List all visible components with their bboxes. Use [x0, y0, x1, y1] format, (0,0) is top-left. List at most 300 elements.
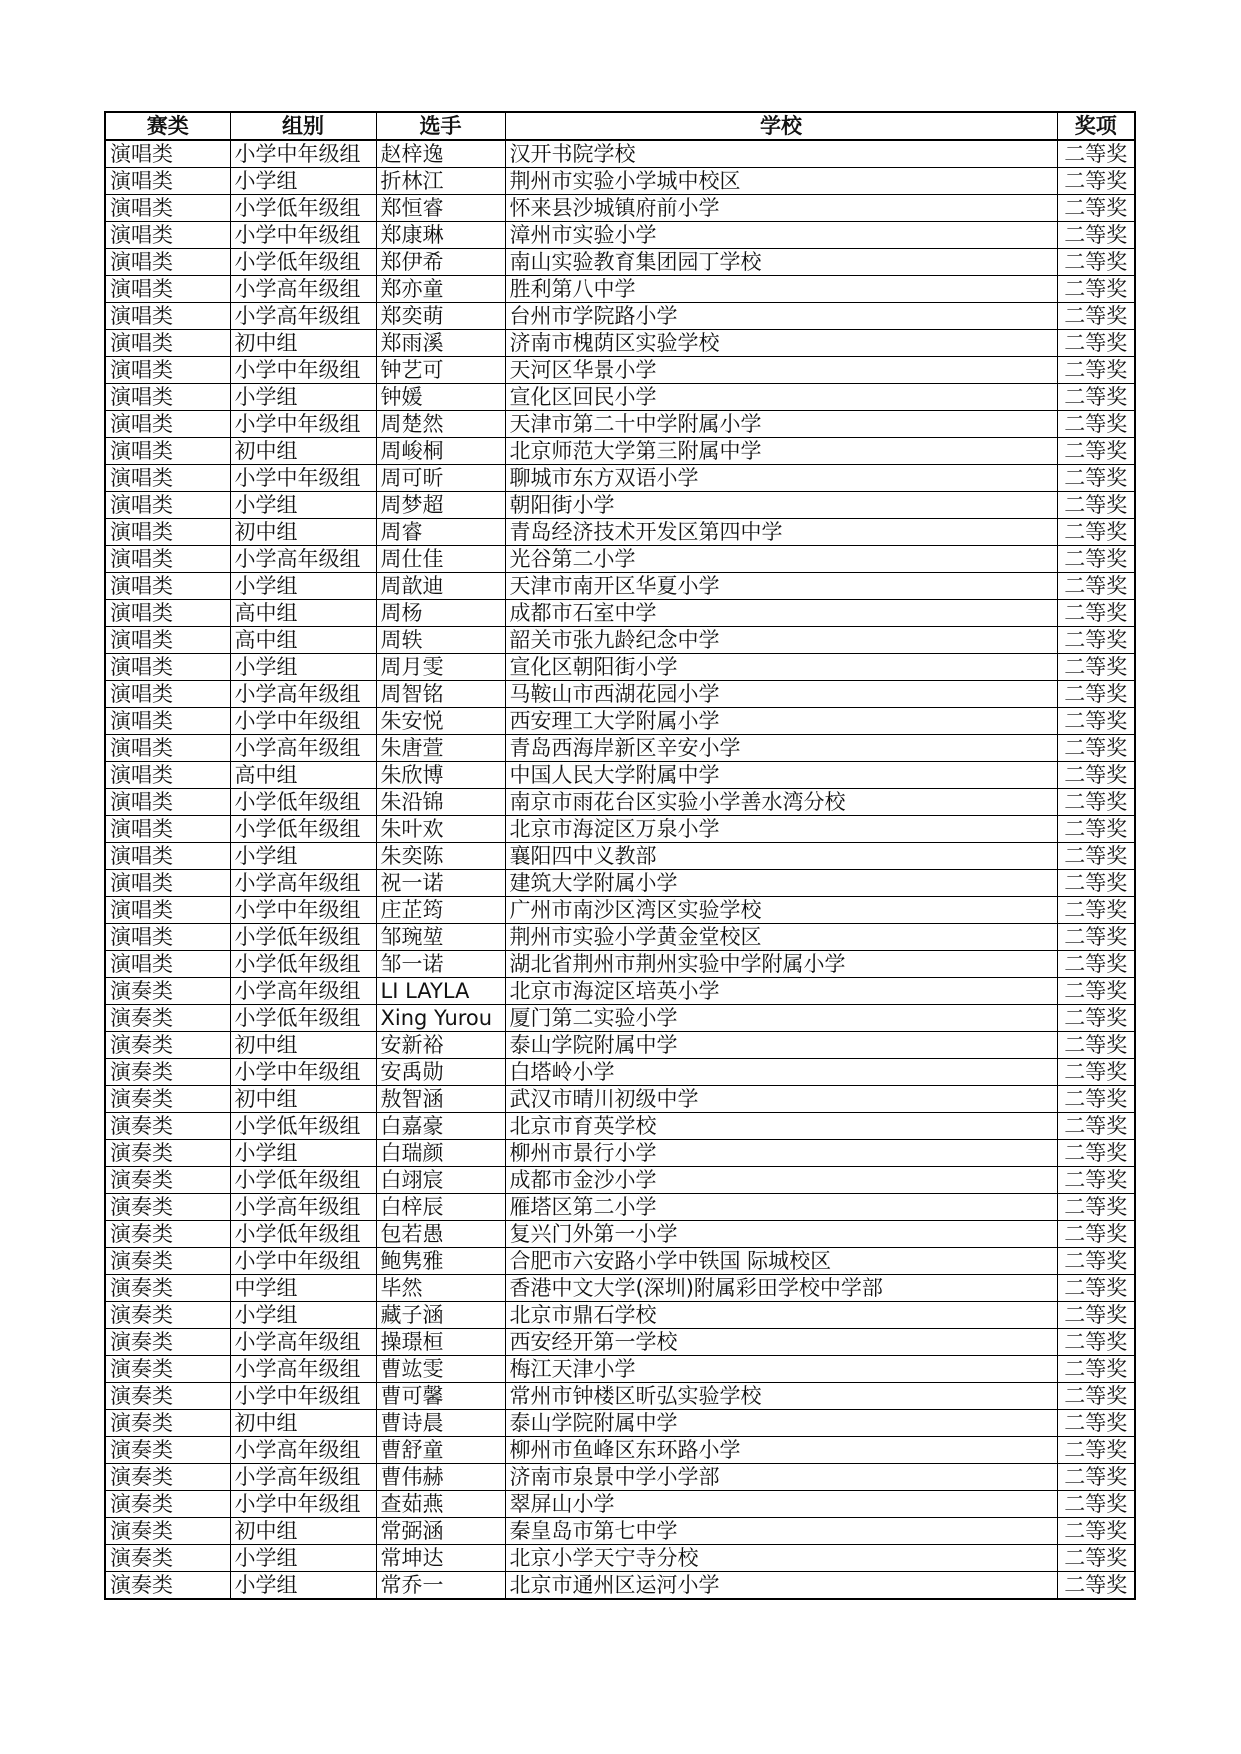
- cell-school: 天津市南开区华夏小学: [505, 573, 1057, 600]
- cell-school: 荆州市实验小学城中校区: [505, 168, 1057, 195]
- cell-group: 小学中年级组: [230, 1059, 376, 1086]
- cell-category: 演唱类: [105, 519, 230, 546]
- cell-award: 二等奖: [1057, 1329, 1135, 1356]
- table-row: [105, 1113, 1135, 1140]
- cell-category: 演唱类: [105, 627, 230, 654]
- cell-category: 演唱类: [105, 411, 230, 438]
- header-award: 奖项: [1057, 112, 1135, 140]
- table-row: [105, 1248, 1135, 1275]
- cell-category: 演唱类: [105, 303, 230, 330]
- awards-table: [104, 111, 1136, 1600]
- cell-group: 小学组: [230, 1302, 376, 1329]
- cell-contestant: 敖智涵: [376, 1086, 505, 1113]
- cell-school: 北京市鼎石学校: [505, 1302, 1057, 1329]
- cell-award: 二等奖: [1057, 681, 1135, 708]
- cell-contestant: 白瑞颜: [376, 1140, 505, 1167]
- cell-contestant: 朱奕陈: [376, 843, 505, 870]
- cell-category: 演奏类: [105, 1221, 230, 1248]
- cell-category: 演唱类: [105, 249, 230, 276]
- cell-group: 初中组: [230, 1032, 376, 1059]
- cell-category: 演奏类: [105, 1437, 230, 1464]
- table-row: [105, 438, 1135, 465]
- cell-contestant: 郑奕萌: [376, 303, 505, 330]
- cell-category: 演奏类: [105, 1491, 230, 1518]
- cell-group: 小学高年级组: [230, 870, 376, 897]
- cell-category: 演奏类: [105, 1545, 230, 1572]
- cell-award: 二等奖: [1057, 789, 1135, 816]
- header-contestant: 选手: [376, 112, 505, 140]
- table-row: [105, 708, 1135, 735]
- cell-award: 二等奖: [1057, 222, 1135, 249]
- table-row: [105, 195, 1135, 222]
- cell-award: 二等奖: [1057, 1248, 1135, 1275]
- cell-contestant: 藏子涵: [376, 1302, 505, 1329]
- cell-group: 小学组: [230, 654, 376, 681]
- cell-award: 二等奖: [1057, 654, 1135, 681]
- cell-award: 二等奖: [1057, 1545, 1135, 1572]
- cell-school: 汉开书院学校: [505, 140, 1057, 168]
- cell-contestant: 查茹燕: [376, 1491, 505, 1518]
- table-row: [105, 1518, 1135, 1545]
- header-category: 赛类: [105, 112, 230, 140]
- cell-group: 小学低年级组: [230, 1113, 376, 1140]
- cell-school: 广州市南沙区湾区实验学校: [505, 897, 1057, 924]
- table-row: [105, 1464, 1135, 1491]
- cell-contestant: 白翊宸: [376, 1167, 505, 1194]
- cell-award: 二等奖: [1057, 195, 1135, 222]
- cell-school: 光谷第二小学: [505, 546, 1057, 573]
- cell-category: 演奏类: [105, 1113, 230, 1140]
- table-row: [105, 1005, 1135, 1032]
- cell-contestant: 周月雯: [376, 654, 505, 681]
- cell-group: 小学中年级组: [230, 222, 376, 249]
- cell-award: 二等奖: [1057, 465, 1135, 492]
- table-row: [105, 897, 1135, 924]
- cell-contestant: 钟艺可: [376, 357, 505, 384]
- cell-category: 演唱类: [105, 762, 230, 789]
- cell-school: 济南市槐荫区实验学校: [505, 330, 1057, 357]
- cell-school: 香港中文大学(深圳)附属彩田学校中学部: [505, 1275, 1057, 1302]
- table-row: [105, 1329, 1135, 1356]
- cell-category: 演唱类: [105, 222, 230, 249]
- cell-award: 二等奖: [1057, 924, 1135, 951]
- table-row: [105, 843, 1135, 870]
- cell-school: 聊城市东方双语小学: [505, 465, 1057, 492]
- table-row: [105, 654, 1135, 681]
- table-row: [105, 140, 1135, 168]
- cell-contestant: 白嘉豪: [376, 1113, 505, 1140]
- table-row: [105, 384, 1135, 411]
- table-row: [105, 1194, 1135, 1221]
- cell-award: 二等奖: [1057, 735, 1135, 762]
- table-row: [105, 1221, 1135, 1248]
- table-row: [105, 1437, 1135, 1464]
- table-body: [105, 140, 1135, 1599]
- cell-group: 小学中年级组: [230, 140, 376, 168]
- cell-award: 二等奖: [1057, 1059, 1135, 1086]
- table-row: [105, 924, 1135, 951]
- table-row: [105, 1275, 1135, 1302]
- cell-school: 建筑大学附属小学: [505, 870, 1057, 897]
- cell-school: 北京市海淀区万泉小学: [505, 816, 1057, 843]
- cell-contestant: 周智铭: [376, 681, 505, 708]
- cell-group: 小学中年级组: [230, 1383, 376, 1410]
- cell-award: 二等奖: [1057, 1140, 1135, 1167]
- cell-school: 湖北省荆州市荆州实验中学附属小学: [505, 951, 1057, 978]
- cell-category: 演唱类: [105, 195, 230, 222]
- cell-group: 小学高年级组: [230, 1437, 376, 1464]
- cell-contestant: 郑雨溪: [376, 330, 505, 357]
- cell-school: 天河区华景小学: [505, 357, 1057, 384]
- cell-school: 梅江天津小学: [505, 1356, 1057, 1383]
- table-row: [105, 870, 1135, 897]
- cell-award: 二等奖: [1057, 140, 1135, 168]
- table-row: [105, 1140, 1135, 1167]
- cell-category: 演奏类: [105, 1032, 230, 1059]
- cell-school: 泰山学院附属中学: [505, 1032, 1057, 1059]
- cell-category: 演唱类: [105, 492, 230, 519]
- cell-award: 二等奖: [1057, 1194, 1135, 1221]
- cell-category: 演奏类: [105, 978, 230, 1005]
- table-row: [105, 600, 1135, 627]
- cell-award: 二等奖: [1057, 708, 1135, 735]
- cell-award: 二等奖: [1057, 1113, 1135, 1140]
- cell-school: 漳州市实验小学: [505, 222, 1057, 249]
- cell-award: 二等奖: [1057, 276, 1135, 303]
- cell-school: 翠屏山小学: [505, 1491, 1057, 1518]
- cell-award: 二等奖: [1057, 1518, 1135, 1545]
- cell-school: 青岛西海岸新区辛安小学: [505, 735, 1057, 762]
- cell-group: 小学低年级组: [230, 789, 376, 816]
- table-row: [105, 978, 1135, 1005]
- cell-school: 襄阳四中义教部: [505, 843, 1057, 870]
- cell-contestant: 安新裕: [376, 1032, 505, 1059]
- table-row: [105, 465, 1135, 492]
- cell-contestant: 包若愚: [376, 1221, 505, 1248]
- cell-category: 演奏类: [105, 1329, 230, 1356]
- cell-award: 二等奖: [1057, 1221, 1135, 1248]
- table-row: [105, 1356, 1135, 1383]
- cell-category: 演唱类: [105, 600, 230, 627]
- cell-group: 高中组: [230, 600, 376, 627]
- cell-category: 演奏类: [105, 1059, 230, 1086]
- cell-group: 小学中年级组: [230, 708, 376, 735]
- cell-category: 演奏类: [105, 1275, 230, 1302]
- table-row: [105, 762, 1135, 789]
- cell-contestant: 郑亦童: [376, 276, 505, 303]
- cell-group: 小学中年级组: [230, 897, 376, 924]
- cell-contestant: LI LAYLA: [376, 978, 505, 1005]
- table-row: [105, 411, 1135, 438]
- cell-school: 柳州市鱼峰区东环路小学: [505, 1437, 1057, 1464]
- cell-category: 演唱类: [105, 654, 230, 681]
- cell-group: 小学中年级组: [230, 465, 376, 492]
- cell-school: 韶关市张九龄纪念中学: [505, 627, 1057, 654]
- cell-school: 北京市海淀区培英小学: [505, 978, 1057, 1005]
- table-row: [105, 1491, 1135, 1518]
- cell-group: 小学高年级组: [230, 546, 376, 573]
- cell-category: 演奏类: [105, 1464, 230, 1491]
- cell-school: 北京市通州区运河小学: [505, 1572, 1057, 1600]
- cell-contestant: 朱沿锦: [376, 789, 505, 816]
- cell-category: 演唱类: [105, 330, 230, 357]
- cell-group: 小学低年级组: [230, 1221, 376, 1248]
- cell-group: 小学中年级组: [230, 411, 376, 438]
- cell-school: 武汉市晴川初级中学: [505, 1086, 1057, 1113]
- table-row: [105, 789, 1135, 816]
- cell-group: 小学高年级组: [230, 681, 376, 708]
- cell-award: 二等奖: [1057, 1086, 1135, 1113]
- cell-contestant: 常乔一: [376, 1572, 505, 1600]
- cell-category: 演唱类: [105, 735, 230, 762]
- cell-group: 小学高年级组: [230, 1329, 376, 1356]
- cell-award: 二等奖: [1057, 357, 1135, 384]
- cell-category: 演奏类: [105, 1572, 230, 1600]
- cell-school: 秦皇岛市第七中学: [505, 1518, 1057, 1545]
- table-row: [105, 222, 1135, 249]
- cell-category: 演奏类: [105, 1167, 230, 1194]
- cell-contestant: 周仕佳: [376, 546, 505, 573]
- cell-group: 小学中年级组: [230, 1248, 376, 1275]
- table-row: [105, 330, 1135, 357]
- cell-award: 二等奖: [1057, 1032, 1135, 1059]
- cell-category: 演奏类: [105, 1356, 230, 1383]
- cell-school: 西安经开第一学校: [505, 1329, 1057, 1356]
- cell-contestant: 周歆迪: [376, 573, 505, 600]
- cell-award: 二等奖: [1057, 168, 1135, 195]
- cell-contestant: 白梓辰: [376, 1194, 505, 1221]
- cell-school: 北京师范大学第三附属中学: [505, 438, 1057, 465]
- cell-contestant: 鲍隽雅: [376, 1248, 505, 1275]
- cell-group: 初中组: [230, 330, 376, 357]
- cell-contestant: 毕然: [376, 1275, 505, 1302]
- cell-category: 演唱类: [105, 438, 230, 465]
- cell-award: 二等奖: [1057, 573, 1135, 600]
- table-row: [105, 1410, 1135, 1437]
- cell-category: 演唱类: [105, 681, 230, 708]
- header-group: 组别: [230, 112, 376, 140]
- cell-contestant: 折林江: [376, 168, 505, 195]
- cell-award: 二等奖: [1057, 303, 1135, 330]
- cell-group: 初中组: [230, 1518, 376, 1545]
- table-row: [105, 1167, 1135, 1194]
- cell-award: 二等奖: [1057, 330, 1135, 357]
- cell-contestant: 钟媛: [376, 384, 505, 411]
- cell-category: 演唱类: [105, 465, 230, 492]
- cell-contestant: 操璟桓: [376, 1329, 505, 1356]
- cell-group: 小学低年级组: [230, 951, 376, 978]
- cell-group: 小学组: [230, 492, 376, 519]
- cell-category: 演奏类: [105, 1518, 230, 1545]
- cell-school: 雁塔区第二小学: [505, 1194, 1057, 1221]
- cell-award: 二等奖: [1057, 1005, 1135, 1032]
- cell-award: 二等奖: [1057, 627, 1135, 654]
- cell-group: 小学低年级组: [230, 816, 376, 843]
- cell-group: 小学高年级组: [230, 978, 376, 1005]
- cell-contestant: 郑伊希: [376, 249, 505, 276]
- cell-group: 中学组: [230, 1275, 376, 1302]
- cell-school: 北京市育英学校: [505, 1113, 1057, 1140]
- cell-group: 小学中年级组: [230, 357, 376, 384]
- table-row: [105, 1572, 1135, 1600]
- cell-group: 小学组: [230, 384, 376, 411]
- cell-school: 青岛经济技术开发区第四中学: [505, 519, 1057, 546]
- cell-contestant: 周可昕: [376, 465, 505, 492]
- cell-category: 演奏类: [105, 1383, 230, 1410]
- cell-school: 南京市雨花台区实验小学善水湾分校: [505, 789, 1057, 816]
- cell-school: 复兴门外第一小学: [505, 1221, 1057, 1248]
- cell-category: 演奏类: [105, 1140, 230, 1167]
- table-row: [105, 303, 1135, 330]
- cell-contestant: 常弼涵: [376, 1518, 505, 1545]
- cell-school: 合肥市六安路小学中铁国 际城校区: [505, 1248, 1057, 1275]
- cell-school: 济南市泉景中学小学部: [505, 1464, 1057, 1491]
- cell-contestant: 赵梓逸: [376, 140, 505, 168]
- table-row: [105, 951, 1135, 978]
- table-row: [105, 735, 1135, 762]
- cell-category: 演奏类: [105, 1248, 230, 1275]
- cell-award: 二等奖: [1057, 1356, 1135, 1383]
- cell-contestant: 朱叶欢: [376, 816, 505, 843]
- cell-school: 常州市钟楼区昕弘实验学校: [505, 1383, 1057, 1410]
- cell-group: 小学高年级组: [230, 735, 376, 762]
- cell-category: 演唱类: [105, 140, 230, 168]
- cell-award: 二等奖: [1057, 249, 1135, 276]
- cell-award: 二等奖: [1057, 1275, 1135, 1302]
- cell-category: 演唱类: [105, 276, 230, 303]
- cell-school: 厦门第二实验小学: [505, 1005, 1057, 1032]
- cell-award: 二等奖: [1057, 492, 1135, 519]
- cell-school: 天津市第二十中学附属小学: [505, 411, 1057, 438]
- cell-school: 白塔岭小学: [505, 1059, 1057, 1086]
- cell-category: 演唱类: [105, 789, 230, 816]
- cell-category: 演奏类: [105, 1086, 230, 1113]
- table-row: [105, 492, 1135, 519]
- cell-contestant: 曹舒童: [376, 1437, 505, 1464]
- cell-contestant: 周杨: [376, 600, 505, 627]
- table-row: [105, 357, 1135, 384]
- cell-contestant: 安禹勋: [376, 1059, 505, 1086]
- cell-category: 演奏类: [105, 1302, 230, 1329]
- table-row: [105, 276, 1135, 303]
- cell-group: 小学高年级组: [230, 303, 376, 330]
- cell-school: 中国人民大学附属中学: [505, 762, 1057, 789]
- cell-group: 小学组: [230, 1140, 376, 1167]
- cell-group: 小学组: [230, 843, 376, 870]
- cell-award: 二等奖: [1057, 951, 1135, 978]
- cell-group: 小学低年级组: [230, 195, 376, 222]
- cell-group: 小学组: [230, 1545, 376, 1572]
- cell-contestant: Xing Yurou: [376, 1005, 505, 1032]
- table-row: [105, 1383, 1135, 1410]
- cell-award: 二等奖: [1057, 384, 1135, 411]
- cell-category: 演唱类: [105, 573, 230, 600]
- cell-group: 小学高年级组: [230, 276, 376, 303]
- cell-school: 宣化区回民小学: [505, 384, 1057, 411]
- cell-award: 二等奖: [1057, 1437, 1135, 1464]
- cell-group: 小学组: [230, 1572, 376, 1600]
- cell-contestant: 曹诗晨: [376, 1410, 505, 1437]
- table-row: [105, 1059, 1135, 1086]
- cell-contestant: 朱安悦: [376, 708, 505, 735]
- cell-award: 二等奖: [1057, 762, 1135, 789]
- table-row: [105, 1086, 1135, 1113]
- cell-category: 演唱类: [105, 708, 230, 735]
- cell-category: 演唱类: [105, 546, 230, 573]
- cell-contestant: 周睿: [376, 519, 505, 546]
- cell-contestant: 曹可馨: [376, 1383, 505, 1410]
- header-row: [105, 112, 1135, 140]
- cell-category: 演唱类: [105, 168, 230, 195]
- cell-category: 演唱类: [105, 357, 230, 384]
- cell-school: 宣化区朝阳街小学: [505, 654, 1057, 681]
- cell-award: 二等奖: [1057, 546, 1135, 573]
- cell-school: 成都市金沙小学: [505, 1167, 1057, 1194]
- cell-contestant: 郑康琳: [376, 222, 505, 249]
- cell-contestant: 朱唐萱: [376, 735, 505, 762]
- table-row: [105, 519, 1135, 546]
- cell-category: 演唱类: [105, 384, 230, 411]
- cell-school: 柳州市景行小学: [505, 1140, 1057, 1167]
- cell-group: 小学高年级组: [230, 1194, 376, 1221]
- cell-contestant: 朱欣博: [376, 762, 505, 789]
- cell-award: 二等奖: [1057, 519, 1135, 546]
- cell-group: 初中组: [230, 438, 376, 465]
- cell-contestant: 邹琬堃: [376, 924, 505, 951]
- cell-award: 二等奖: [1057, 1302, 1135, 1329]
- table-row: [105, 681, 1135, 708]
- cell-group: 小学组: [230, 168, 376, 195]
- table-row: [105, 249, 1135, 276]
- cell-group: 小学低年级组: [230, 249, 376, 276]
- cell-school: 马鞍山市西湖花园小学: [505, 681, 1057, 708]
- cell-school: 西安理工大学附属小学: [505, 708, 1057, 735]
- cell-category: 演唱类: [105, 816, 230, 843]
- cell-contestant: 祝一诺: [376, 870, 505, 897]
- table-row: [105, 816, 1135, 843]
- cell-contestant: 曹伟赫: [376, 1464, 505, 1491]
- cell-school: 怀来县沙城镇府前小学: [505, 195, 1057, 222]
- cell-award: 二等奖: [1057, 1572, 1135, 1600]
- table-row: [105, 627, 1135, 654]
- cell-category: 演唱类: [105, 870, 230, 897]
- table-row: [105, 168, 1135, 195]
- header-school: 学校: [505, 112, 1057, 140]
- cell-group: 初中组: [230, 519, 376, 546]
- cell-group: 初中组: [230, 1410, 376, 1437]
- cell-group: 小学高年级组: [230, 1464, 376, 1491]
- cell-group: 初中组: [230, 1086, 376, 1113]
- cell-category: 演奏类: [105, 1005, 230, 1032]
- cell-category: 演唱类: [105, 897, 230, 924]
- cell-contestant: 周楚然: [376, 411, 505, 438]
- cell-award: 二等奖: [1057, 870, 1135, 897]
- cell-group: 小学高年级组: [230, 1356, 376, 1383]
- cell-category: 演唱类: [105, 843, 230, 870]
- cell-award: 二等奖: [1057, 600, 1135, 627]
- cell-contestant: 周峻桐: [376, 438, 505, 465]
- cell-contestant: 庄芷筠: [376, 897, 505, 924]
- cell-award: 二等奖: [1057, 1167, 1135, 1194]
- cell-award: 二等奖: [1057, 438, 1135, 465]
- cell-award: 二等奖: [1057, 843, 1135, 870]
- cell-school: 成都市石室中学: [505, 600, 1057, 627]
- cell-group: 小学低年级组: [230, 924, 376, 951]
- cell-school: 胜利第八中学: [505, 276, 1057, 303]
- cell-category: 演奏类: [105, 1194, 230, 1221]
- cell-school: 台州市学院路小学: [505, 303, 1057, 330]
- cell-contestant: 曹竑雯: [376, 1356, 505, 1383]
